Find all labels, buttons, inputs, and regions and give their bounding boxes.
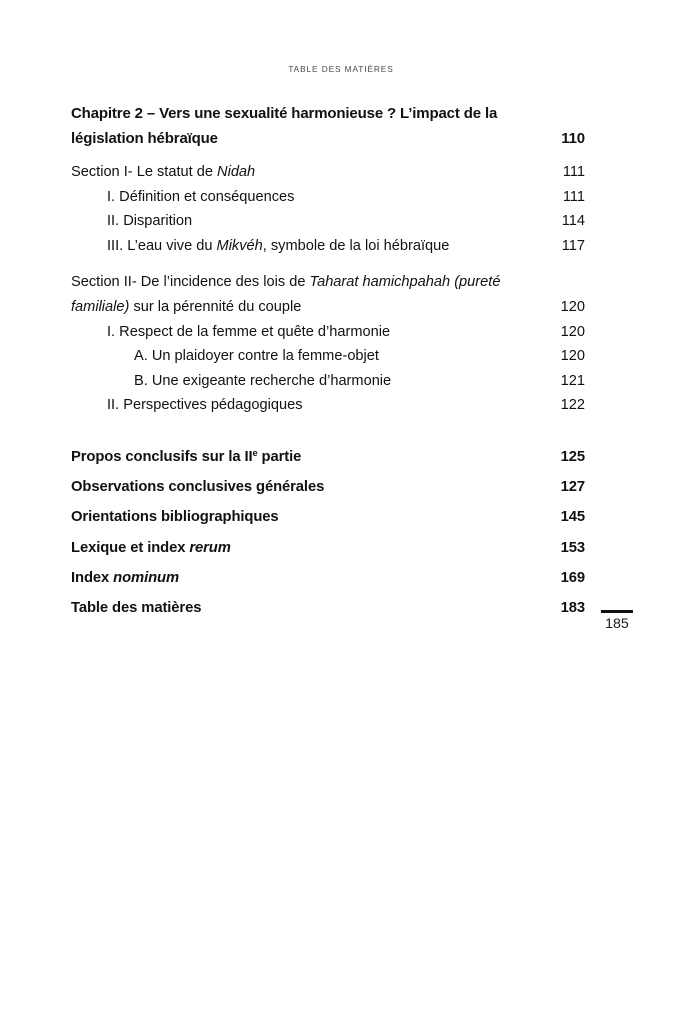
toc-entry-label <box>134 373 391 389</box>
toc-entry-ordinal-superscript: e <box>252 448 258 459</box>
toc-entry-label <box>71 509 279 525</box>
toc-entry[interactable] <box>71 533 585 563</box>
toc-entry-label <box>134 348 379 364</box>
toc-entry-page-number: 169 <box>560 569 585 586</box>
toc-entry[interactable] <box>107 320 585 345</box>
folio-rule <box>601 610 633 613</box>
toc-entry-page-number: 122 <box>560 397 585 414</box>
folio <box>594 610 640 632</box>
folio-page-number: 185 <box>605 615 629 632</box>
toc-entry-label <box>71 449 301 465</box>
toc-entry-label <box>71 164 255 180</box>
toc-entry-italic-term: Taharat hamichpahah (pureté familiale) <box>71 274 501 315</box>
toc-entry[interactable] <box>71 563 585 593</box>
toc-entry-page-number: 183 <box>560 599 585 616</box>
toc-entry[interactable] <box>71 160 585 185</box>
toc-entry-page-number: 127 <box>560 479 585 496</box>
toc-entry-text-tail: partie <box>257 448 302 465</box>
toc-entry-text: II. Disparition <box>107 213 193 230</box>
toc-entry-label <box>71 600 201 616</box>
toc-entry-label <box>107 213 192 229</box>
toc-entry-text: Section I- Le statut de <box>71 164 218 180</box>
toc-entry-italic-term: rerum <box>189 539 231 556</box>
toc-entry-italic-term: Nidah <box>217 164 256 180</box>
toc-entry-page-number: 111 <box>562 164 585 180</box>
toc-entry-text: I. Définition et conséquences <box>107 188 295 205</box>
toc-entry[interactable] <box>71 472 585 502</box>
toc-entry-text-tail: sur la pérennité du couple <box>129 298 302 315</box>
toc-entry[interactable] <box>107 393 585 418</box>
toc-entry-text: Lexique et index <box>71 539 190 556</box>
toc-entry-text: I. Respect de la femme et quête d’harmonie <box>107 323 391 340</box>
toc-entry-text: Index <box>71 569 114 586</box>
toc-entry-text: Chapitre 2 – Vers une sexualité harmonieuse ? L’impact de la législation hébraïque <box>71 105 498 147</box>
toc-entry-page-number: 120 <box>560 298 585 315</box>
toc-entry-text: II. Perspectives pédagogiques <box>107 397 303 414</box>
toc-entry-text: Observations conclusives générales <box>71 479 325 496</box>
toc-entry-label <box>107 238 449 254</box>
toc-entry[interactable] <box>71 270 585 319</box>
toc-entry-page-number: 111 <box>562 188 585 205</box>
toc-entry[interactable] <box>107 234 585 259</box>
toc-entry-page-number: 120 <box>560 323 585 340</box>
table-of-contents <box>71 101 585 623</box>
toc-entry-page-number: 117 <box>561 237 585 254</box>
toc-entry-text: Orientations bibliographiques <box>71 509 279 526</box>
toc-entry-italic-term: nominum <box>113 569 180 586</box>
toc-entry-italic-term: Mikvéh <box>216 237 263 254</box>
toc-entry[interactable] <box>134 369 585 394</box>
toc-entry-text-tail: , symbole de la loi hébraïque <box>262 237 450 254</box>
running-header: TABLE DES MATIÈRES <box>288 64 394 74</box>
toc-entry[interactable] <box>71 101 585 151</box>
toc-entry-page-number: 114 <box>561 213 585 230</box>
toc-entry-label <box>71 570 179 586</box>
toc-entry-page-number: 120 <box>560 348 585 365</box>
toc-entry-label <box>71 105 497 147</box>
toc-entry-text: B. Une exigeante recherche d’harmonie <box>134 372 392 389</box>
toc-entry-text: Propos conclusifs sur la II <box>71 448 253 465</box>
toc-entry[interactable] <box>134 344 585 369</box>
toc-entry[interactable] <box>107 185 585 210</box>
toc-entry-label <box>107 397 303 413</box>
toc-entry[interactable] <box>71 502 585 532</box>
toc-entry-label <box>107 189 294 205</box>
toc-entry-label <box>71 479 324 495</box>
toc-entry-page-number: 125 <box>560 448 585 465</box>
toc-entry[interactable] <box>71 593 585 623</box>
toc-entry-text: Section II- De l’incidence des lois de <box>71 274 310 291</box>
toc-entry-text: A. Un plaidoyer contre la femme-objet <box>134 348 379 365</box>
toc-entry-text: III. L’eau vive du <box>107 237 217 254</box>
toc-entry-label <box>71 540 231 556</box>
toc-entry-page-number: 110 <box>561 130 585 147</box>
toc-entry-text: Table des matières <box>71 599 202 616</box>
toc-entry[interactable] <box>71 442 585 472</box>
toc-entry-page-number: 153 <box>560 539 585 556</box>
toc-entry-page-number: 145 <box>560 509 585 526</box>
toc-entry-label <box>107 324 390 340</box>
toc-entry[interactable] <box>107 209 585 234</box>
toc-entry-page-number: 121 <box>560 372 585 389</box>
toc-entry-label <box>71 274 500 315</box>
